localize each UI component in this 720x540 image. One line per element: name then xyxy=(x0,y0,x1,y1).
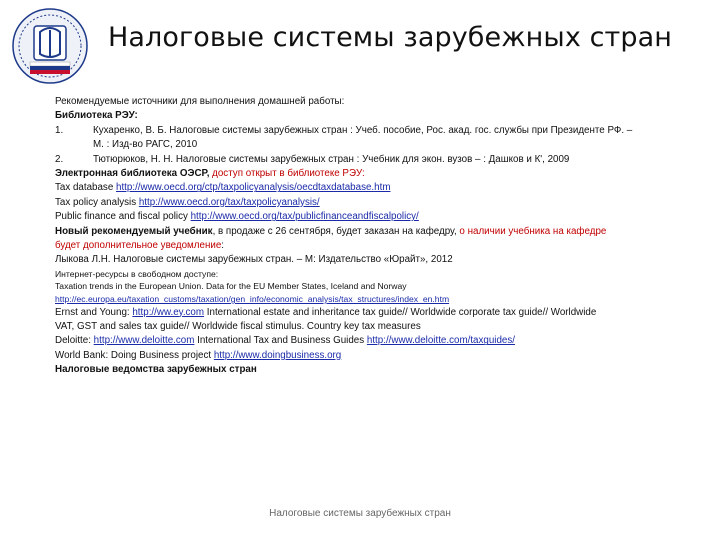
eu-taxation-link[interactable]: http://ec.europa.eu/taxation_customs/taxation/gen_info/economic_analysis/tax_structures/index_en.htm xyxy=(55,294,450,305)
book-item-2: 2. Тютюрюков, Н. Н. Налоговые системы зарубежных стран : Учебник для экон. вузов – : Дашков и К', 2009 xyxy=(55,153,570,165)
oecd-tax-policy-link[interactable]: http://www.oecd.org/tax/taxpolicyanalysis/ xyxy=(138,196,320,208)
university-logo xyxy=(10,6,90,86)
eu-taxation-row xyxy=(55,293,695,306)
deloitte-taxguides-link[interactable]: http://www.deloitte.com/taxguides/ xyxy=(366,335,515,347)
deloitte-link[interactable]: http://www.deloitte.com xyxy=(93,335,195,347)
deloitte-row: Deloitte: http://www.deloitte.com International Tax and Business Guides http://www.deloitte.com/taxguides/ xyxy=(55,335,515,347)
new-book-line: Новый рекомендуемый учебник, в продаже с 26 сентября, будет заказан на кафедру, о наличии учебника на кафедре xyxy=(55,225,607,237)
worldbank-row: World Bank: Doing Business project http://www.doingbusiness.org xyxy=(55,349,342,361)
book-1-line1: Кухаренко, В. Б. Налоговые системы зарубежных стран : Учеб. пособие, Рос. акад. гос. службы при Президенте РФ. – xyxy=(93,124,633,136)
internet-label: Интернет-ресурсы в свободном доступе: xyxy=(55,268,219,279)
new-book-notice: будет дополнительное уведомление: xyxy=(55,240,225,252)
slide-footer: Налоговые системы зарубежных стран xyxy=(269,508,451,519)
library-label: Библиотека РЭУ: xyxy=(55,110,138,122)
oecd-public-finance-link[interactable]: http://www.oecd.org/tax/publicfinanceandfiscalpolicy/ xyxy=(190,211,419,223)
book-2-line1: Тютюрюков, Н. Н. Налоговые системы зарубежных стран : Учебник для экон. вузов – : Дашков и К', 2009 xyxy=(93,153,570,165)
content-body xyxy=(55,95,695,378)
tax-authorities-heading: Налоговые ведомства зарубежных стран xyxy=(55,364,257,376)
book-item-1: 1. Кухаренко, В. Б. Налоговые системы зарубежных стран : Учеб. пособие, Рос. акад. гос. службы при Президенте РФ. – xyxy=(55,124,633,136)
eu-taxation-text: Taxation trends in the European Union. Data for the EU Member States, Iceland and Norway xyxy=(55,281,407,292)
ey-row: Ernst and Young: http://ww.ey.com International estate and inheritance tax guide// Worldwide corporate tax guide// Worldwide xyxy=(55,306,597,318)
oecd-public-finance: Public finance and fiscal policy http://www.oecd.org/tax/publicfinanceandfiscalpolicy/ xyxy=(55,211,419,223)
intro-text: Рекомендуемые источники для выполнения домашней работы: xyxy=(55,96,345,107)
new-book-citation: Лыкова Л.Н. Налоговые системы зарубежных стран. – М: Издательство «Юрайт», 2012 xyxy=(55,254,453,266)
oecd-heading: Электронная библиотека ОЭСР, доступ открыт в библиотеке РЭУ: xyxy=(55,168,365,180)
ey-link[interactable]: http://ww.ey.com xyxy=(132,306,205,318)
doingbusiness-link[interactable]: http://www.doingbusiness.org xyxy=(213,349,342,361)
ey-row-2: VAT, GST and sales tax guide// Worldwide fiscal stimulus. Country key tax measures xyxy=(55,321,421,333)
slide-title: Налоговые системы зарубежных стран xyxy=(107,22,673,53)
oecd-access-note: доступ открыт в библиотеке РЭУ: xyxy=(209,168,365,180)
book-1-line2: М. : Изд-во РАГС, 2010 xyxy=(93,139,198,151)
oecd-tax-database-link[interactable]: http://www.oecd.org/ctp/taxpolicyanalysis/oecdtaxdatabase.htm xyxy=(116,182,391,194)
oecd-tax-policy: Tax policy analysis http://www.oecd.org/tax/taxpolicyanalysis/ xyxy=(55,196,320,208)
oecd-tax-database: Tax database http://www.oecd.org/ctp/taxpolicyanalysis/oecdtaxdatabase.htm xyxy=(55,182,391,194)
